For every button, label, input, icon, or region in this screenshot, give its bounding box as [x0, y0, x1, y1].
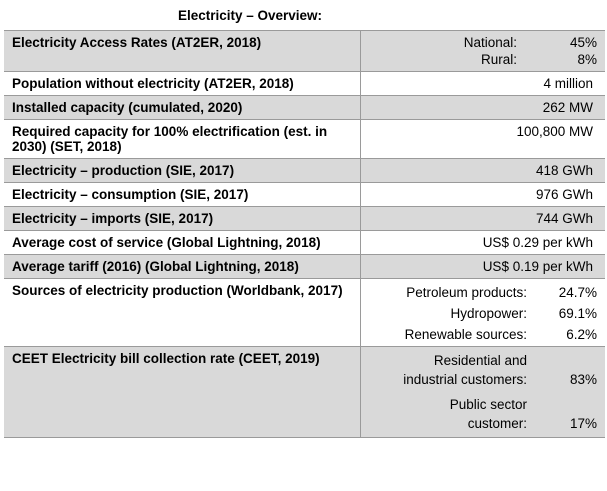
customer-type	[369, 395, 527, 433]
table-row-population	[4, 72, 605, 96]
customer-type-line2: industrial customers:	[403, 372, 527, 387]
rural-label: Rural:	[480, 52, 517, 67]
table-row-imports	[4, 207, 605, 231]
table-row-cost	[4, 231, 605, 255]
row-label: Installed capacity (cumulated, 2020)	[4, 96, 361, 120]
table-row-installed	[4, 96, 605, 120]
source-value: 6.2%	[566, 327, 597, 342]
row-label: Population without electricity (AT2ER, 2018)	[4, 72, 361, 96]
row-value: 262 MW	[361, 96, 606, 120]
source-value: 24.7%	[558, 285, 597, 300]
row-value: 418 GWh	[361, 159, 606, 183]
row-label: CEET Electricity bill collection rate (CEET, 2019)	[4, 347, 361, 438]
collection-rate: 83%	[569, 372, 597, 387]
row-value: 4 million	[361, 72, 606, 96]
customer-type-line1: Public sector	[449, 397, 527, 412]
row-value	[361, 31, 606, 72]
table-row-tariff	[4, 255, 605, 279]
national-label: National:	[463, 35, 517, 50]
row-label: Required capacity for 100% electrification (est. in 2030) (SET, 2018)	[4, 120, 361, 159]
table-title: Electricity – Overview:	[177, 8, 323, 23]
customer-type-line2: customer:	[467, 416, 527, 431]
rural-value: 8%	[577, 52, 597, 67]
customer-type-line1: Residential and	[433, 353, 527, 368]
row-label: Average tariff (2016) (Global Lightning, 2018)	[4, 255, 361, 279]
table-row-collection	[4, 347, 605, 438]
row-value: US$ 0.29 per kWh	[361, 231, 606, 255]
row-label: Sources of electricity production (Worldbank, 2017)	[4, 279, 361, 347]
collection-rate: 17%	[569, 416, 597, 431]
national-value: 45%	[569, 35, 597, 50]
row-value: 100,800 MW	[361, 120, 606, 159]
source-name: Petroleum products:	[406, 285, 527, 300]
source-name: Renewable sources:	[404, 327, 527, 342]
row-value	[361, 279, 606, 347]
source-name: Hydropower:	[450, 306, 527, 321]
table-row-consumption	[4, 183, 605, 207]
customer-type	[369, 351, 527, 389]
table-row-production	[4, 159, 605, 183]
row-label: Electricity – imports (SIE, 2017)	[4, 207, 361, 231]
row-value: 976 GWh	[361, 183, 606, 207]
row-label: Electricity – consumption (SIE, 2017)	[4, 183, 361, 207]
row-value	[361, 347, 606, 438]
source-value: 69.1%	[558, 306, 597, 321]
row-value: US$ 0.19 per kWh	[361, 255, 606, 279]
table-row-access	[4, 31, 605, 72]
row-label: Average cost of service (Global Lightning, 2018)	[4, 231, 361, 255]
electricity-overview-table	[4, 30, 605, 438]
row-label: Electricity Access Rates (AT2ER, 2018)	[4, 31, 361, 72]
table-row-sources	[4, 279, 605, 347]
table-row-required	[4, 120, 605, 159]
row-value: 744 GWh	[361, 207, 606, 231]
row-label: Electricity – production (SIE, 2017)	[4, 159, 361, 183]
